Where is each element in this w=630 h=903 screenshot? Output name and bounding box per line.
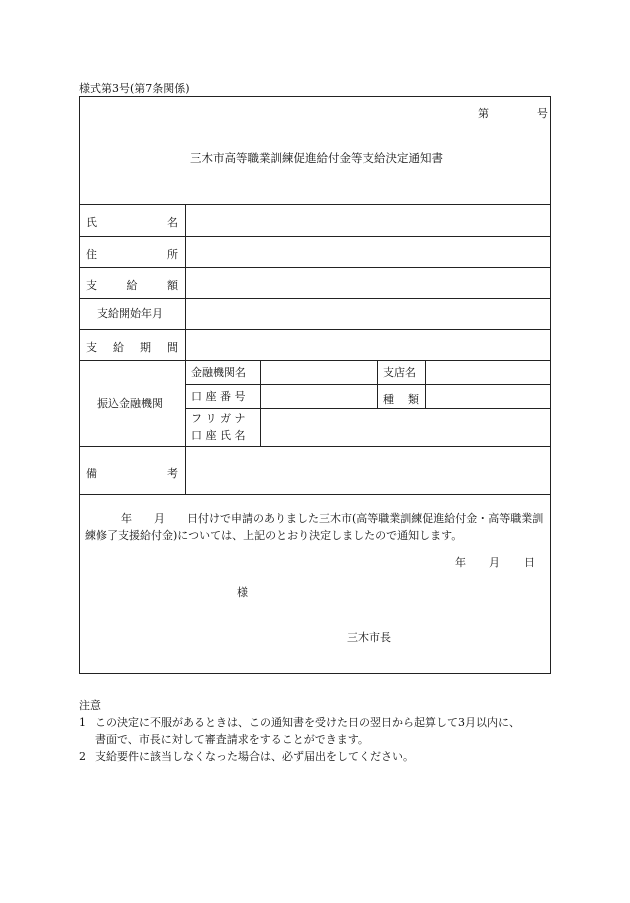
note-item	[79, 714, 520, 731]
notes-heading: 注意	[79, 699, 101, 712]
date-year: 年	[455, 556, 466, 569]
number-dai: 第	[478, 107, 489, 120]
date-month: 月	[489, 556, 500, 569]
label-column-divider	[185, 204, 186, 494]
label-account-holder: 口 座 氏 名	[191, 429, 246, 442]
label-start-month: 支給開始年月	[97, 307, 163, 320]
note-text: 支給要件に該当しなくなった場合は、必ず届出をしてください。	[95, 750, 414, 763]
recipient-sama: 様	[237, 586, 248, 599]
row-divider	[79, 360, 551, 361]
row-divider	[79, 494, 551, 495]
row-divider	[79, 298, 551, 299]
document-title: 三木市高等職業訓練促進給付金等支給決定通知書	[190, 151, 443, 165]
bank-column-divider	[260, 360, 261, 446]
label-period: 支 給 期 間	[86, 341, 178, 354]
label-remarks: 備 考	[86, 467, 178, 480]
number-go: 号	[537, 107, 548, 120]
label-account-number: 口 座 番 号	[191, 390, 246, 403]
row-divider	[79, 267, 551, 268]
label-branch: 支店名	[383, 366, 416, 379]
date-day: 日	[524, 556, 535, 569]
label-address: 住 所	[86, 248, 178, 261]
label-account-type: 種 類	[383, 393, 419, 406]
notes-section	[79, 697, 520, 765]
label-furigana: フ リ ガ ナ	[191, 412, 246, 425]
row-divider	[79, 446, 551, 447]
note-text: この決定に不服があるときは、この通知書を受けた日の翌日から起算して3月以内に、	[95, 716, 520, 729]
note-number: 1	[79, 716, 86, 729]
note-number: 2	[79, 750, 86, 763]
note-item-continuation	[79, 731, 520, 748]
row-divider	[79, 329, 551, 330]
label-bank: 振込金融機関	[97, 397, 163, 410]
row-divider	[79, 204, 551, 205]
notice-form-frame	[79, 96, 551, 674]
form-reference: 様式第3号(第7条関係)	[79, 82, 190, 95]
label-name: 氏 名	[86, 216, 178, 229]
label-institution: 金融機関名	[191, 366, 246, 379]
bank-row-divider	[185, 408, 551, 409]
bank-column-divider	[377, 360, 378, 408]
note-item	[79, 748, 520, 765]
notice-body	[85, 510, 545, 544]
note-text: 書面で、市長に対して審査請求をすることができます。	[95, 733, 369, 746]
bank-row-divider	[185, 384, 551, 385]
bank-column-divider	[425, 360, 426, 408]
notice-body-text: 年 月 日付けで申請のありました三木市(高等職業訓練促進給付金・高等職業訓練修了支援給付金)については、上記のとおり決定しましたので通知します。	[85, 512, 544, 542]
issuer-mayor: 三木市長	[347, 631, 391, 644]
label-amount: 支 給 額	[86, 279, 178, 292]
row-divider	[79, 236, 551, 237]
